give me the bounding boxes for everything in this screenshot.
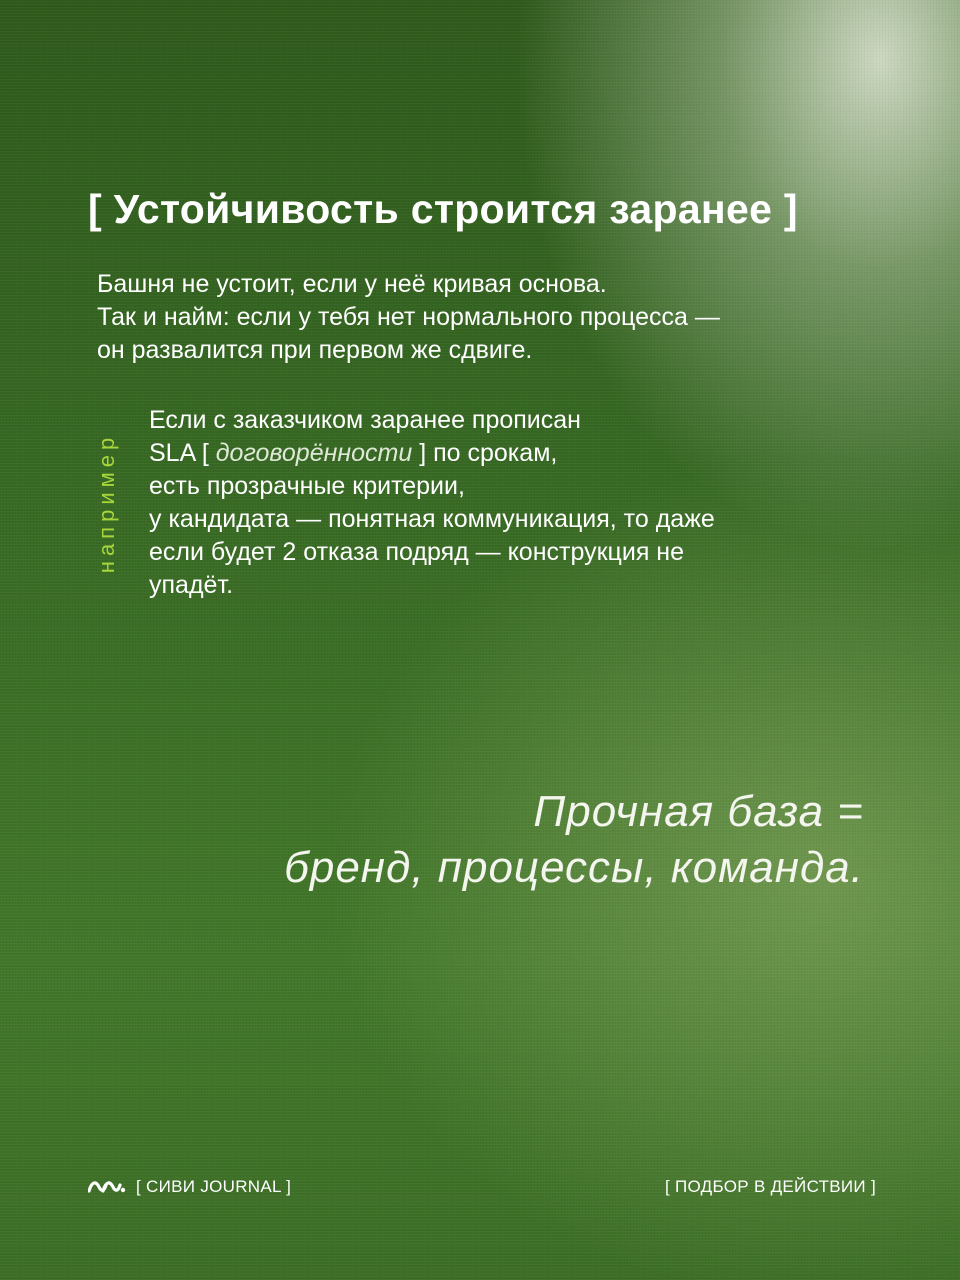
example-line: если будет 2 отказа подряд — конструкция не: [149, 538, 685, 566]
sla-note: договорённости: [215, 439, 413, 467]
sivi-logo-icon: [88, 1178, 126, 1196]
footer-section-label: [665, 1174, 876, 1200]
example-label-text: например: [94, 432, 120, 574]
example-line: Если с заказчиком заранее прописан: [149, 406, 581, 434]
example-line: упадёт.: [149, 571, 234, 599]
intro-line: Так и найм: если у тебя нет нормального процесса —: [97, 303, 720, 331]
closing-quote: [284, 784, 864, 896]
journal-label: [ СИВИ JOURNAL ]: [136, 1177, 292, 1196]
quote-line: Прочная база =: [533, 787, 864, 836]
section-label: [ ПОДБОР В ДЕЙСТВИИ ]: [664, 1177, 876, 1196]
page-title: [ Устойчивость строится заранее ]: [88, 186, 798, 232]
intro-paragraph: [97, 268, 897, 367]
intro-line: Башня не устоит, если у неё кривая основа.: [97, 270, 607, 298]
example-text: ] по срокам,: [412, 439, 558, 467]
example-line: [149, 437, 889, 470]
example-line: у кандидата — понятная коммуникация, то даже: [149, 505, 715, 533]
example-line: есть прозрачные критерии,: [149, 472, 465, 500]
intro-line: он развалится при первом же сдвиге.: [97, 336, 533, 364]
example-vertical-label: [84, 410, 130, 596]
footer-brand: [88, 1174, 291, 1200]
example-text: SLA [: [149, 439, 216, 467]
quote-line: бренд, процессы, команда.: [284, 843, 864, 892]
example-paragraph: [149, 404, 889, 602]
